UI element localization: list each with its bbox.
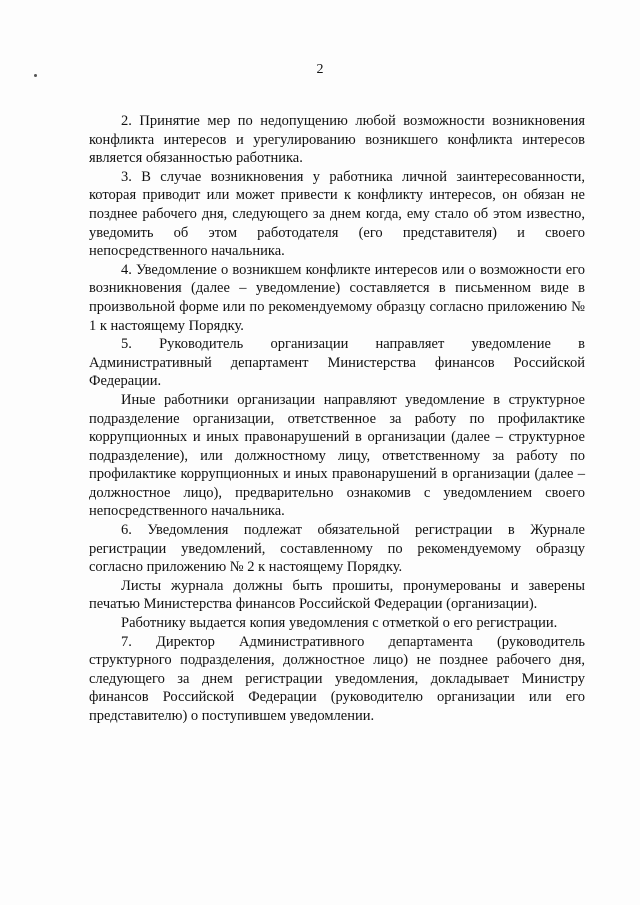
paragraph-3: 3. В случае возникновения у работника личной заинтересованности, которая приводит или может привести к конфликту интересов, он обязан не позднее рабочего дня, следующего за днем когда, ему стало об этом известно, уведомить об этом работодателя (его представителя) и своего непосредственного начальника.	[89, 168, 585, 260]
document-body	[89, 112, 585, 726]
paragraph-7: 7. Директор Административного департамента (руководитель структурного подразделения, должностное лицо) не позднее рабочего дня, следующего за днем регистрации уведомления, докладывает Министру финансов Российской Федерации (руководителю организации или его представителю) о поступившем уведомлении.	[89, 633, 585, 724]
scan-speck	[34, 74, 37, 77]
paragraph-5: 5. Руководитель организации направляет уведомление в Административный департамент Министерства финансов Российской Федерации.	[89, 336, 585, 390]
paragraph-6-copy-issued: Работнику выдается копия уведомления с отметкой о его регистрации.	[121, 615, 558, 632]
paragraph-4: 4. Уведомление о возникшем конфликте интересов или о возможности его возникновения (далее – уведомление) составляется в письменном виде в произвольной форме или по рекомендуемому образцу согласно приложению № 1 к настоящему Порядку.	[89, 261, 585, 334]
paragraph-2: 2. Принятие мер по недопущению любой возможности возникновения конфликта интересов и урегулированию возникшего конфликта интересов является обязанностью работника.	[89, 113, 585, 167]
page-number: 2	[316, 62, 324, 77]
paragraph-5-other-employees: Иные работники организации направляют уведомление в структурное подразделение организации, ответственное за работу по профилактике коррупционных и иных правонарушений в организации (далее – структурное подразделение), или должностному лицу, ответственному за работу по профилактике коррупционных и иных правонарушений в организации (далее – должностное лицо), предварительно ознакомив с уведомлением своего непосредственного начальника.	[89, 391, 585, 520]
paragraph-6-journal-sheets: Листы журнала должны быть прошиты, пронумерованы и заверены печатью Министерства финансов Российской Федерации (организации).	[89, 577, 585, 613]
paragraph-6: 6. Уведомления подлежат обязательной регистрации в Журнале регистрации уведомлений, составленному по рекомендуемому образцу согласно приложению № 2 к настоящему Порядку.	[89, 522, 585, 576]
